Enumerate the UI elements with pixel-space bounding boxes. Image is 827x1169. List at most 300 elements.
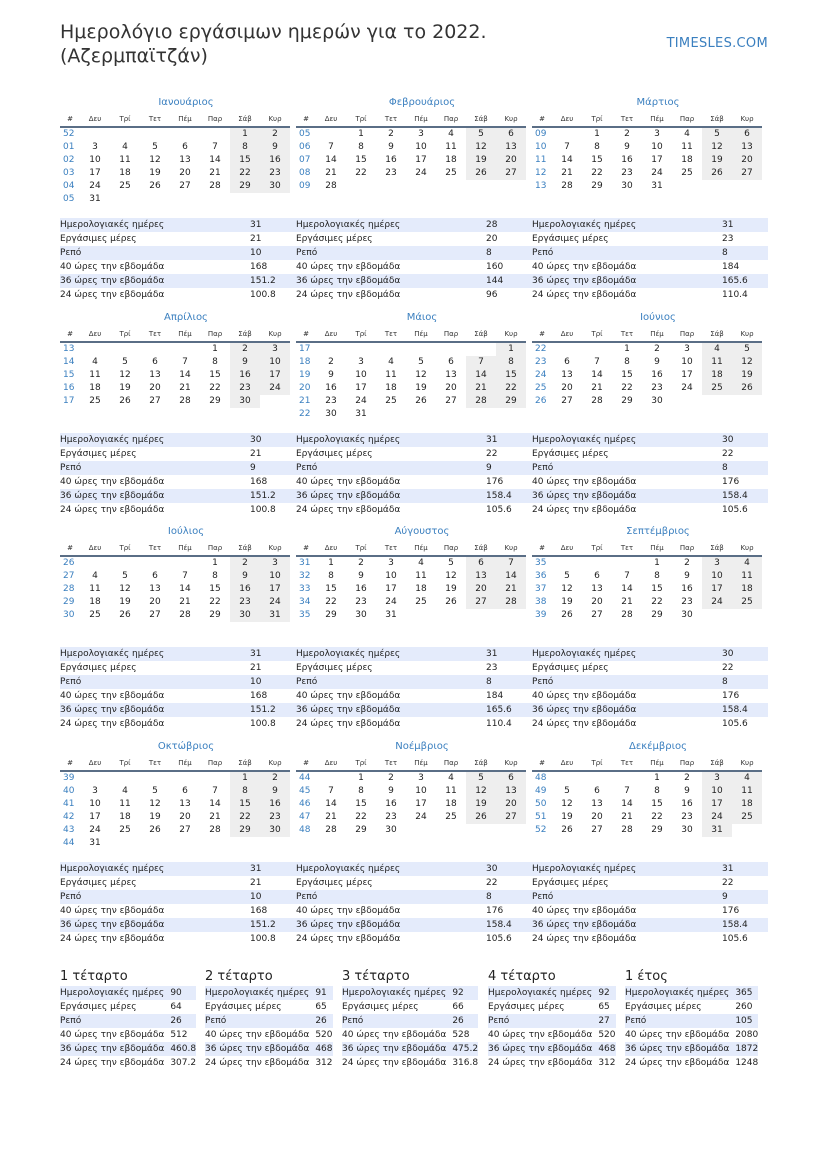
day-cell: 7 (496, 556, 526, 570)
stat-label: Ημερολογιακές ημέρες (60, 220, 165, 230)
day-cell: 24 (260, 382, 290, 395)
day-cell (672, 395, 702, 408)
day-cell (80, 342, 110, 356)
stat-label: Ρεπό (625, 1016, 647, 1026)
stat-row (296, 647, 532, 661)
day-cell (140, 837, 170, 850)
day-cell: 28 (209, 181, 221, 191)
stat-label: Ρεπό (532, 892, 554, 902)
stat-label: 36 ώρες την εβδομάδα (488, 1044, 593, 1054)
stat-label: 40 ώρες την εβδομάδα (60, 1030, 165, 1040)
week-row (60, 382, 290, 395)
month-grid (532, 112, 762, 193)
day-cell: 9 (684, 571, 690, 581)
week-row (296, 556, 526, 570)
month-stats (296, 218, 532, 302)
stat-row (296, 661, 532, 675)
stat-value: 8 (486, 248, 492, 258)
weekday-header: Τρί (355, 759, 367, 767)
weekday-header: Κυρ (268, 115, 282, 123)
month-calendar (60, 525, 290, 622)
day-cell: 29 (496, 395, 526, 408)
day-cell: 3 (388, 558, 394, 568)
week-number: 44 (63, 838, 75, 848)
stat-row (532, 433, 768, 447)
month-stats (60, 433, 296, 517)
day-cell: 17 (260, 583, 290, 596)
day-cell: 6 (732, 127, 762, 141)
day-cell: 2 (388, 129, 394, 139)
stat-value: 8 (486, 892, 492, 902)
week-row (60, 167, 290, 180)
day-cell: 14 (591, 370, 603, 380)
stat-label: Ημερολογιακές ημέρες (60, 649, 165, 659)
week-number: 47 (299, 812, 311, 822)
week-row (532, 127, 762, 141)
stat-row (60, 489, 296, 503)
stat-row (532, 475, 768, 489)
day-cell: 24 (385, 597, 397, 607)
day-cell: 15 (355, 799, 367, 809)
stat-label: 24 ώρες την εβδομάδα (296, 290, 401, 300)
day-cell: 2 (260, 127, 290, 141)
stat-label: 40 ώρες την εβδομάδα (488, 1030, 593, 1040)
day-cell: 8 (496, 356, 526, 369)
week-row (296, 785, 526, 798)
day-cell: 1 (212, 558, 218, 568)
stat-row (342, 1028, 478, 1042)
day-cell (110, 837, 140, 850)
stat-row (205, 1028, 333, 1042)
day-cell: 21 (561, 168, 573, 178)
week-number: 33 (299, 584, 311, 594)
stat-value: 520 (315, 1030, 333, 1040)
stat-value: 21 (250, 234, 262, 244)
stat-value: 31 (250, 220, 262, 230)
stat-value: 176 (722, 691, 740, 701)
stat-label: Εργάσιμες μέρες (625, 1002, 702, 1012)
month-stats (60, 862, 296, 946)
day-cell: 19 (119, 597, 131, 607)
week-number: 42 (63, 812, 75, 822)
stat-label: Εργάσιμες μέρες (532, 663, 609, 673)
day-cell: 18 (732, 798, 762, 811)
day-cell: 7 (182, 571, 188, 581)
day-cell: 18 (681, 155, 693, 165)
stat-value: 105.6 (486, 505, 512, 515)
stat-value: 110.4 (486, 719, 512, 729)
stat-value: 30 (486, 864, 498, 874)
day-cell (466, 609, 496, 622)
day-cell: 26 (149, 181, 161, 191)
stat-value: 8 (486, 677, 492, 687)
week-number: 35 (299, 610, 311, 620)
day-cell (702, 180, 732, 193)
stat-row (60, 918, 296, 932)
month-calendar (296, 740, 526, 837)
stat-value: 184 (486, 691, 504, 701)
stat-label: Εργάσιμες μέρες (60, 449, 137, 459)
day-cell: 23 (385, 812, 397, 822)
stat-value: 468 (598, 1044, 616, 1054)
day-cell: 8 (212, 357, 218, 367)
day-cell: 23 (651, 383, 663, 393)
day-cell: 12 (119, 370, 131, 380)
day-cell: 5 (418, 357, 424, 367)
stat-value: 31 (722, 220, 734, 230)
day-cell (170, 837, 200, 850)
stat-label: Ημερολογιακές ημέρες (532, 864, 637, 874)
day-cell (376, 180, 406, 193)
stat-value: 66 (452, 1002, 464, 1012)
day-cell: 14 (466, 369, 496, 382)
stat-label: 36 ώρες την εβδομάδα (60, 276, 165, 286)
stat-value: 26 (170, 1016, 182, 1026)
day-cell: 4 (92, 571, 98, 581)
day-cell: 14 (179, 370, 191, 380)
day-cell: 17 (651, 155, 663, 165)
week-row (532, 556, 762, 570)
day-cell: 12 (149, 155, 161, 165)
day-cell: 16 (385, 155, 397, 165)
day-cell: 29 (325, 610, 337, 620)
stat-value: 168 (250, 906, 268, 916)
day-cell: 13 (445, 370, 457, 380)
week-number: 22 (535, 344, 547, 354)
day-cell: 11 (702, 356, 732, 369)
month-calendar (532, 96, 762, 193)
stat-row (60, 246, 296, 260)
month-name: Αύγουστος (394, 526, 450, 537)
weekday-header: # (67, 759, 73, 767)
stat-value: 105.6 (486, 934, 512, 944)
day-cell: 11 (732, 570, 762, 583)
day-cell (466, 342, 496, 356)
day-cell: 21 (621, 597, 633, 607)
day-cell: 24 (702, 596, 732, 609)
day-cell: 3 (92, 142, 98, 152)
weekday-header: # (303, 330, 309, 338)
stat-label: Ημερολογιακές ημέρες (532, 220, 637, 230)
day-cell: 10 (385, 571, 397, 581)
day-cell: 23 (681, 812, 693, 822)
week-number: 24 (535, 370, 547, 380)
day-cell: 10 (260, 570, 290, 583)
day-cell (732, 395, 762, 408)
month-grid (296, 112, 526, 193)
day-cell: 26 (702, 167, 732, 180)
week-row (532, 811, 762, 824)
stat-value: 475.2 (452, 1044, 479, 1054)
day-cell: 15 (230, 154, 260, 167)
stat-label: 36 ώρες την εβδομάδα (60, 705, 165, 715)
month-calendar (532, 311, 762, 408)
week-number: 12 (535, 168, 547, 178)
day-cell: 31 (260, 609, 290, 622)
day-cell (612, 771, 642, 785)
stat-value: 158.4 (722, 491, 748, 501)
stat-row (60, 932, 296, 946)
weekday-header: Τρί (355, 544, 367, 552)
day-cell: 5 (448, 558, 454, 568)
day-cell: 23 (325, 396, 337, 406)
day-cell: 1 (496, 342, 526, 356)
stat-row (296, 876, 532, 890)
day-cell (466, 180, 496, 193)
stat-label: Εργάσιμες μέρες (296, 663, 373, 673)
stat-value: 260 (735, 1002, 753, 1012)
stat-label: 36 ώρες την εβδομάδα (296, 491, 401, 501)
week-number: 21 (299, 396, 311, 406)
stat-row (60, 274, 296, 288)
weekday-header: Κυρ (504, 330, 518, 338)
day-cell: 4 (448, 773, 454, 783)
day-cell (702, 609, 732, 622)
stat-row (625, 986, 758, 1000)
stat-value: 10 (250, 677, 262, 687)
weekday-header: Κυρ (740, 330, 754, 338)
day-cell: 6 (466, 556, 496, 570)
stat-label: Εργάσιμες μέρες (532, 234, 609, 244)
day-cell: 22 (651, 597, 663, 607)
day-cell (552, 556, 582, 570)
stat-value: 158.4 (722, 705, 748, 715)
month-calendar (60, 311, 290, 408)
stat-value: 26 (452, 1016, 464, 1026)
stat-value: 100.8 (250, 934, 276, 944)
day-cell: 28 (621, 610, 633, 620)
day-cell: 5 (152, 142, 158, 152)
day-cell: 9 (358, 571, 364, 581)
week-row (296, 596, 526, 609)
stat-value: 1248 (735, 1058, 759, 1068)
day-cell: 25 (445, 168, 457, 178)
day-cell: 4 (92, 357, 98, 367)
day-cell: 16 (260, 798, 290, 811)
day-cell (436, 408, 466, 421)
weekday-header: Τρί (355, 330, 367, 338)
stat-label: 40 ώρες την εβδομάδα (60, 906, 165, 916)
stat-label: 24 ώρες την εβδομάδα (625, 1058, 730, 1068)
weekday-header: Παρ (679, 330, 695, 338)
day-cell: 17 (415, 799, 427, 809)
day-cell (436, 342, 466, 356)
stat-value: 105.6 (722, 505, 748, 515)
weekday-header: Τρί (591, 544, 603, 552)
quarter-name: 1 τέταρτο (60, 969, 128, 984)
day-cell: 18 (702, 369, 732, 382)
stat-label: Εργάσιμες μέρες (488, 1002, 565, 1012)
weekday-header: # (539, 330, 545, 338)
stat-label: Εργάσιμες μέρες (60, 1002, 137, 1012)
day-cell: 3 (702, 771, 732, 785)
day-cell (406, 180, 436, 193)
stat-label: 36 ώρες την εβδομάδα (60, 491, 165, 501)
day-cell: 3 (260, 556, 290, 570)
stat-label: Εργάσιμες μέρες (296, 878, 373, 888)
day-cell: 25 (445, 812, 457, 822)
day-cell: 20 (591, 597, 603, 607)
day-cell: 18 (732, 583, 762, 596)
day-cell: 8 (594, 142, 600, 152)
day-cell: 11 (445, 786, 457, 796)
brand-link[interactable]: TIMESLES.COM (666, 36, 768, 51)
day-cell: 20 (496, 798, 526, 811)
day-cell: 11 (681, 142, 693, 152)
stat-value: 312 (315, 1058, 333, 1068)
day-cell: 22 (355, 168, 367, 178)
weekday-header: Τρί (119, 544, 131, 552)
stat-label: 24 ώρες την εβδομάδα (60, 290, 165, 300)
weekday-header: Πέμ (414, 544, 428, 552)
month-name: Απρίλιος (164, 312, 208, 323)
stat-label: 36 ώρες την εβδομάδα (625, 1044, 730, 1054)
day-cell: 20 (591, 812, 603, 822)
day-cell: 9 (260, 785, 290, 798)
stat-label: 24 ώρες την εβδομάδα (532, 719, 637, 729)
day-cell (316, 127, 346, 141)
day-cell: 18 (119, 168, 131, 178)
week-number: 44 (299, 773, 311, 783)
stat-row (488, 1028, 616, 1042)
day-cell (110, 193, 140, 206)
stat-value: 65 (315, 1002, 327, 1012)
day-cell: 16 (260, 154, 290, 167)
stat-value: 520 (598, 1030, 616, 1040)
week-row (296, 167, 526, 180)
day-cell: 28 (179, 396, 191, 406)
stat-row (205, 986, 333, 1000)
stat-row (488, 1000, 616, 1014)
day-cell: 28 (325, 181, 337, 191)
day-cell: 16 (355, 584, 367, 594)
weekday-header: # (303, 115, 309, 123)
month-stats (296, 862, 532, 946)
stat-value: 160 (486, 262, 504, 272)
day-cell: 2 (230, 342, 260, 356)
stat-value: 460.8 (170, 1044, 197, 1054)
day-cell: 15 (591, 155, 603, 165)
day-cell: 30 (681, 825, 693, 835)
stat-row (60, 1056, 196, 1070)
day-cell: 18 (415, 584, 427, 594)
week-number: 05 (299, 129, 311, 139)
week-number: 14 (63, 357, 75, 367)
week-row (532, 583, 762, 596)
weekday-header: Πέμ (650, 759, 664, 767)
day-cell: 19 (415, 383, 427, 393)
stat-value: 165.6 (486, 705, 512, 715)
stat-value: 9 (722, 892, 728, 902)
stat-value: 65 (598, 1002, 610, 1012)
week-row (60, 141, 290, 154)
day-cell: 12 (561, 799, 573, 809)
week-number: 16 (63, 383, 75, 393)
weekday-header: Παρ (207, 544, 223, 552)
day-cell: 7 (328, 142, 334, 152)
day-cell: 30 (651, 396, 663, 406)
weekday-header: Δευ (88, 544, 102, 552)
weekday-header: Πέμ (650, 544, 664, 552)
day-cell: 27 (466, 596, 496, 609)
weekday-header: Δευ (560, 544, 574, 552)
month-grid (532, 756, 762, 837)
stat-label: 40 ώρες την εβδομάδα (532, 262, 637, 272)
day-cell: 4 (684, 129, 690, 139)
stat-row (488, 1042, 616, 1056)
day-cell: 28 (621, 825, 633, 835)
day-cell: 11 (119, 155, 131, 165)
day-cell: 27 (732, 167, 762, 180)
stat-value: 8 (722, 677, 728, 687)
day-cell: 27 (149, 610, 161, 620)
weekday-header: Πέμ (414, 115, 428, 123)
stat-label: Ρεπό (532, 463, 554, 473)
week-number: 32 (299, 571, 311, 581)
weekday-header: Δευ (324, 115, 338, 123)
day-cell: 30 (621, 181, 633, 191)
day-cell: 29 (230, 824, 260, 837)
stat-label: Ημερολογιακές ημέρες (60, 988, 165, 998)
day-cell: 28 (561, 181, 573, 191)
stat-value: 316.8 (452, 1058, 479, 1068)
day-cell: 23 (260, 167, 290, 180)
stat-value: 9 (250, 463, 256, 473)
quarter-block (342, 968, 478, 1070)
day-cell: 6 (152, 571, 158, 581)
weekday-header: Δευ (560, 330, 574, 338)
day-cell (406, 408, 436, 421)
month-grid (60, 756, 290, 850)
day-cell: 15 (355, 155, 367, 165)
day-cell (140, 771, 170, 785)
weekday-header: Σάβ (474, 115, 488, 123)
stat-label: Ρεπό (532, 677, 554, 687)
month-grid (296, 327, 526, 421)
day-cell: 31 (89, 194, 101, 204)
day-cell: 22 (209, 597, 221, 607)
stat-label: 40 ώρες την εβδομάδα (296, 691, 401, 701)
day-cell: 22 (325, 597, 337, 607)
stat-row (532, 489, 768, 503)
day-cell: 16 (681, 799, 693, 809)
stat-row (296, 890, 532, 904)
stat-row (532, 932, 768, 946)
day-cell: 6 (448, 357, 454, 367)
week-row (60, 154, 290, 167)
day-cell: 30 (260, 824, 290, 837)
day-cell: 12 (466, 141, 496, 154)
day-cell (260, 193, 290, 206)
week-row (532, 609, 762, 622)
week-row (532, 167, 762, 180)
stat-label: 24 ώρες την εβδομάδα (296, 719, 401, 729)
day-cell: 19 (466, 154, 496, 167)
stat-value: 9 (486, 463, 492, 473)
day-cell: 24 (681, 383, 693, 393)
stat-label: Ημερολογιακές ημέρες (625, 988, 730, 998)
day-cell: 31 (89, 838, 101, 848)
week-row (532, 785, 762, 798)
day-cell (200, 127, 230, 141)
stat-row (342, 1056, 478, 1070)
day-cell: 24 (89, 825, 101, 835)
day-cell: 14 (621, 799, 633, 809)
day-cell: 10 (415, 786, 427, 796)
month-stats (532, 862, 768, 946)
weekday-header: Τετ (384, 759, 398, 767)
weekday-header: Τρί (119, 759, 131, 767)
